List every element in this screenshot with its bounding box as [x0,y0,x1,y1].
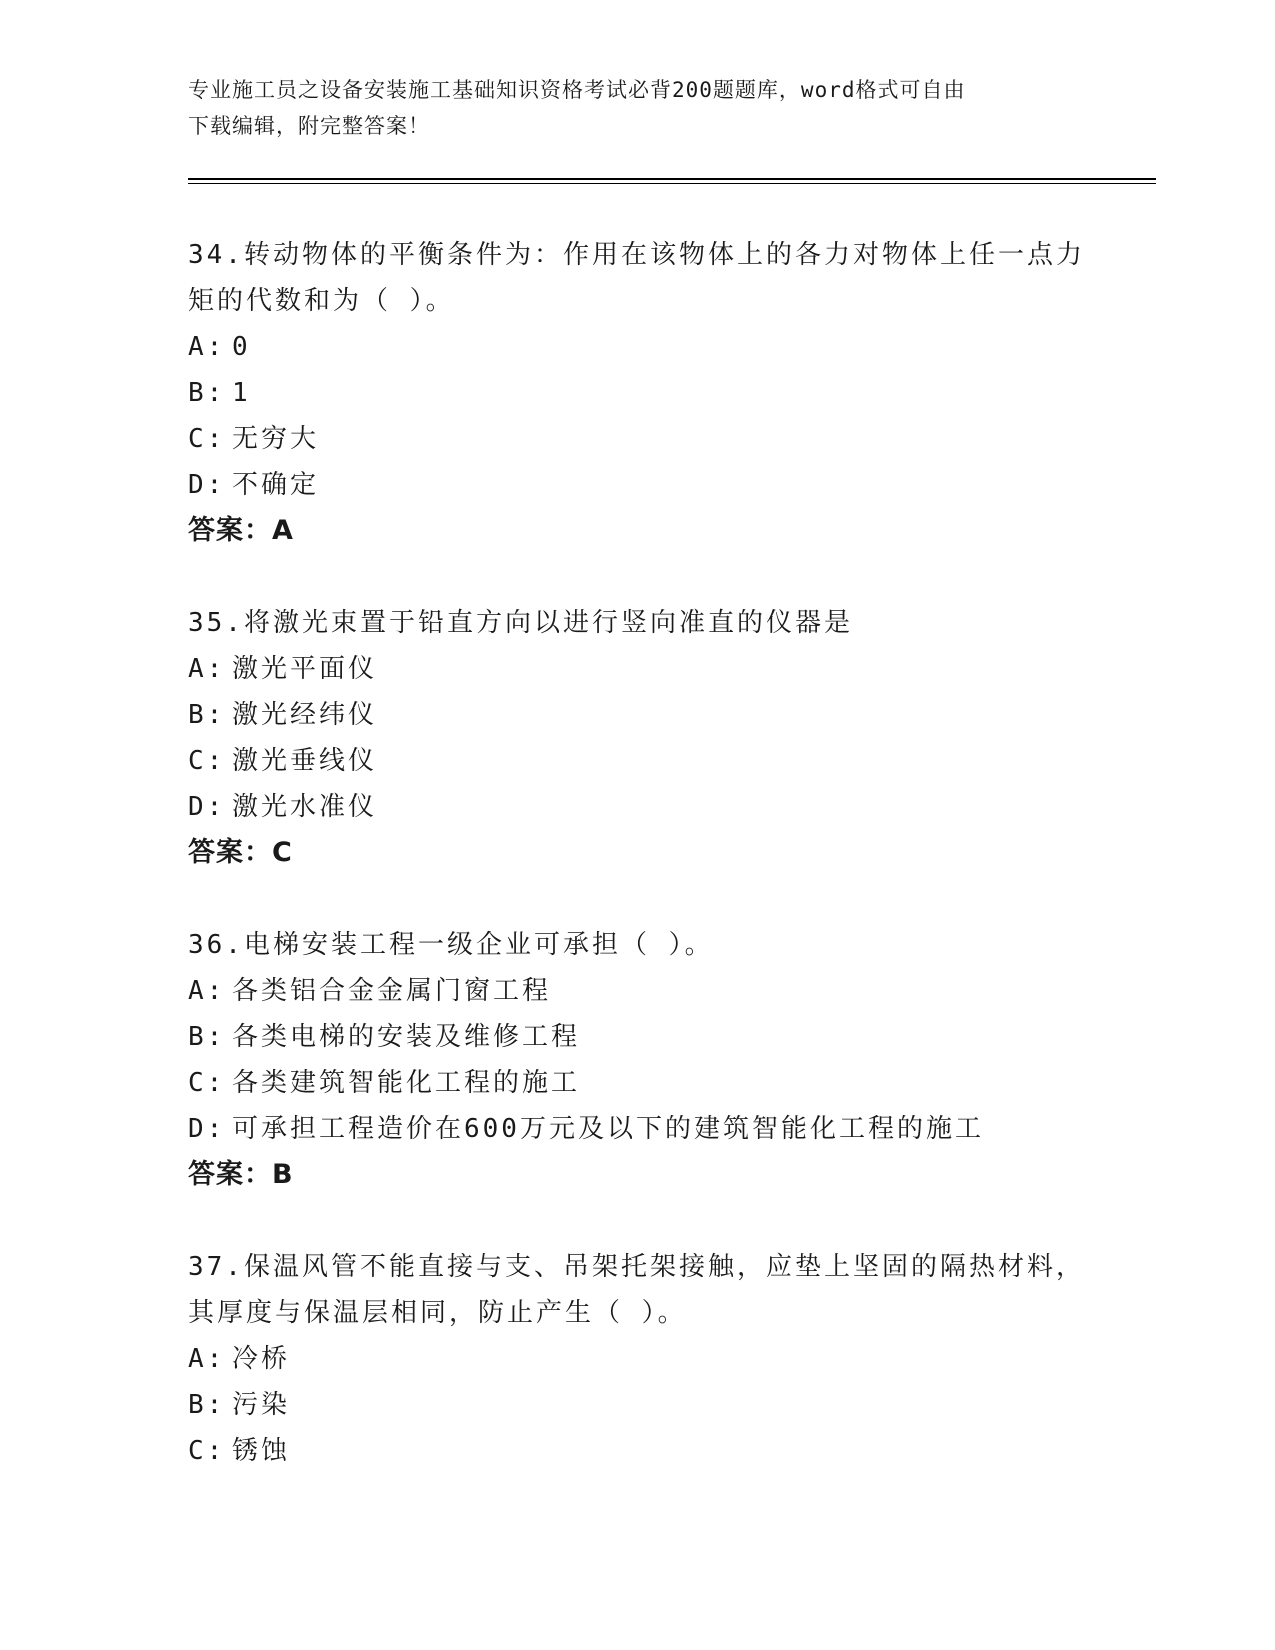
option-b [188,692,1088,738]
header-line-2: 下载编辑，附完整答案！ [188,114,430,138]
option-a [188,1336,1088,1382]
question-34 [188,232,1088,554]
option-text: 各类铝合金金属门窗工程 [232,976,552,1006]
option-a [188,324,1088,370]
document-header [188,72,1068,144]
option-key: C: [188,1436,226,1466]
question-35 [188,600,1088,876]
option-text: 激光垂线仪 [232,746,378,776]
option-key: B: [188,1022,226,1052]
option-c [188,1428,1088,1474]
question-text-line-1: 37.保温风管不能直接与支、吊架托架接触，应垫上坚固的隔热材料， [188,1252,1085,1282]
option-text: 锈蚀 [232,1436,291,1466]
option-text: 0 [232,332,251,362]
question-37 [188,1244,1088,1474]
question-text: 36.电梯安装工程一级企业可承担（ ）。 [188,930,714,960]
option-text: 1 [232,378,251,408]
option-text: 激光平面仪 [232,654,378,684]
option-text: 无穷大 [232,424,320,454]
option-text: 污染 [232,1390,291,1420]
option-text: 不确定 [232,470,320,500]
header-divider-thick [188,178,1156,180]
question-text: 35.将激光束置于铅直方向以进行竖向准直的仪器是 [188,608,853,638]
option-key: D: [188,470,226,500]
option-c [188,416,1088,462]
question-list [188,232,1088,1520]
option-a [188,968,1088,1014]
option-d [188,1106,1088,1152]
option-text: 冷桥 [232,1344,291,1374]
option-key: D: [188,792,226,822]
option-d [188,462,1088,508]
answer: 答案：B [188,1159,294,1190]
option-key: C: [188,1068,226,1098]
question-text [188,232,1088,324]
answer: 答案：C [188,837,293,868]
question-36 [188,922,1088,1198]
question-text-line-1: 34.转动物体的平衡条件为：作用在该物体上的各力对物体上任一点力 [188,240,1085,270]
option-a [188,646,1088,692]
option-b [188,1382,1088,1428]
header-line-1: 专业施工员之设备安装施工基础知识资格考试必背200题题库，word格式可自由 [188,78,966,102]
option-text: 激光水准仪 [232,792,378,822]
question-text-line-2: 其厚度与保温层相同，防止产生（ ）。 [188,1298,687,1328]
option-key: A: [188,654,226,684]
option-key: B: [188,378,226,408]
option-key: B: [188,1390,226,1420]
option-key: D: [188,1114,226,1144]
option-text: 激光经纬仪 [232,700,378,730]
option-key: A: [188,332,226,362]
option-key: C: [188,424,226,454]
option-b [188,370,1088,416]
option-text: 各类建筑智能化工程的施工 [232,1068,581,1098]
option-c [188,1060,1088,1106]
option-b [188,1014,1088,1060]
option-key: C: [188,746,226,776]
option-d [188,784,1088,830]
option-text: 各类电梯的安装及维修工程 [232,1022,581,1052]
question-text-line-2: 矩的代数和为（ ）。 [188,286,455,316]
option-text: 可承担工程造价在600万元及以下的建筑智能化工程的施工 [232,1114,984,1144]
option-c [188,738,1088,784]
option-key: A: [188,976,226,1006]
answer: 答案：A [188,515,294,546]
option-key: B: [188,700,226,730]
header-divider-thin [188,183,1156,184]
question-text [188,1244,1088,1336]
option-key: A: [188,1344,226,1374]
